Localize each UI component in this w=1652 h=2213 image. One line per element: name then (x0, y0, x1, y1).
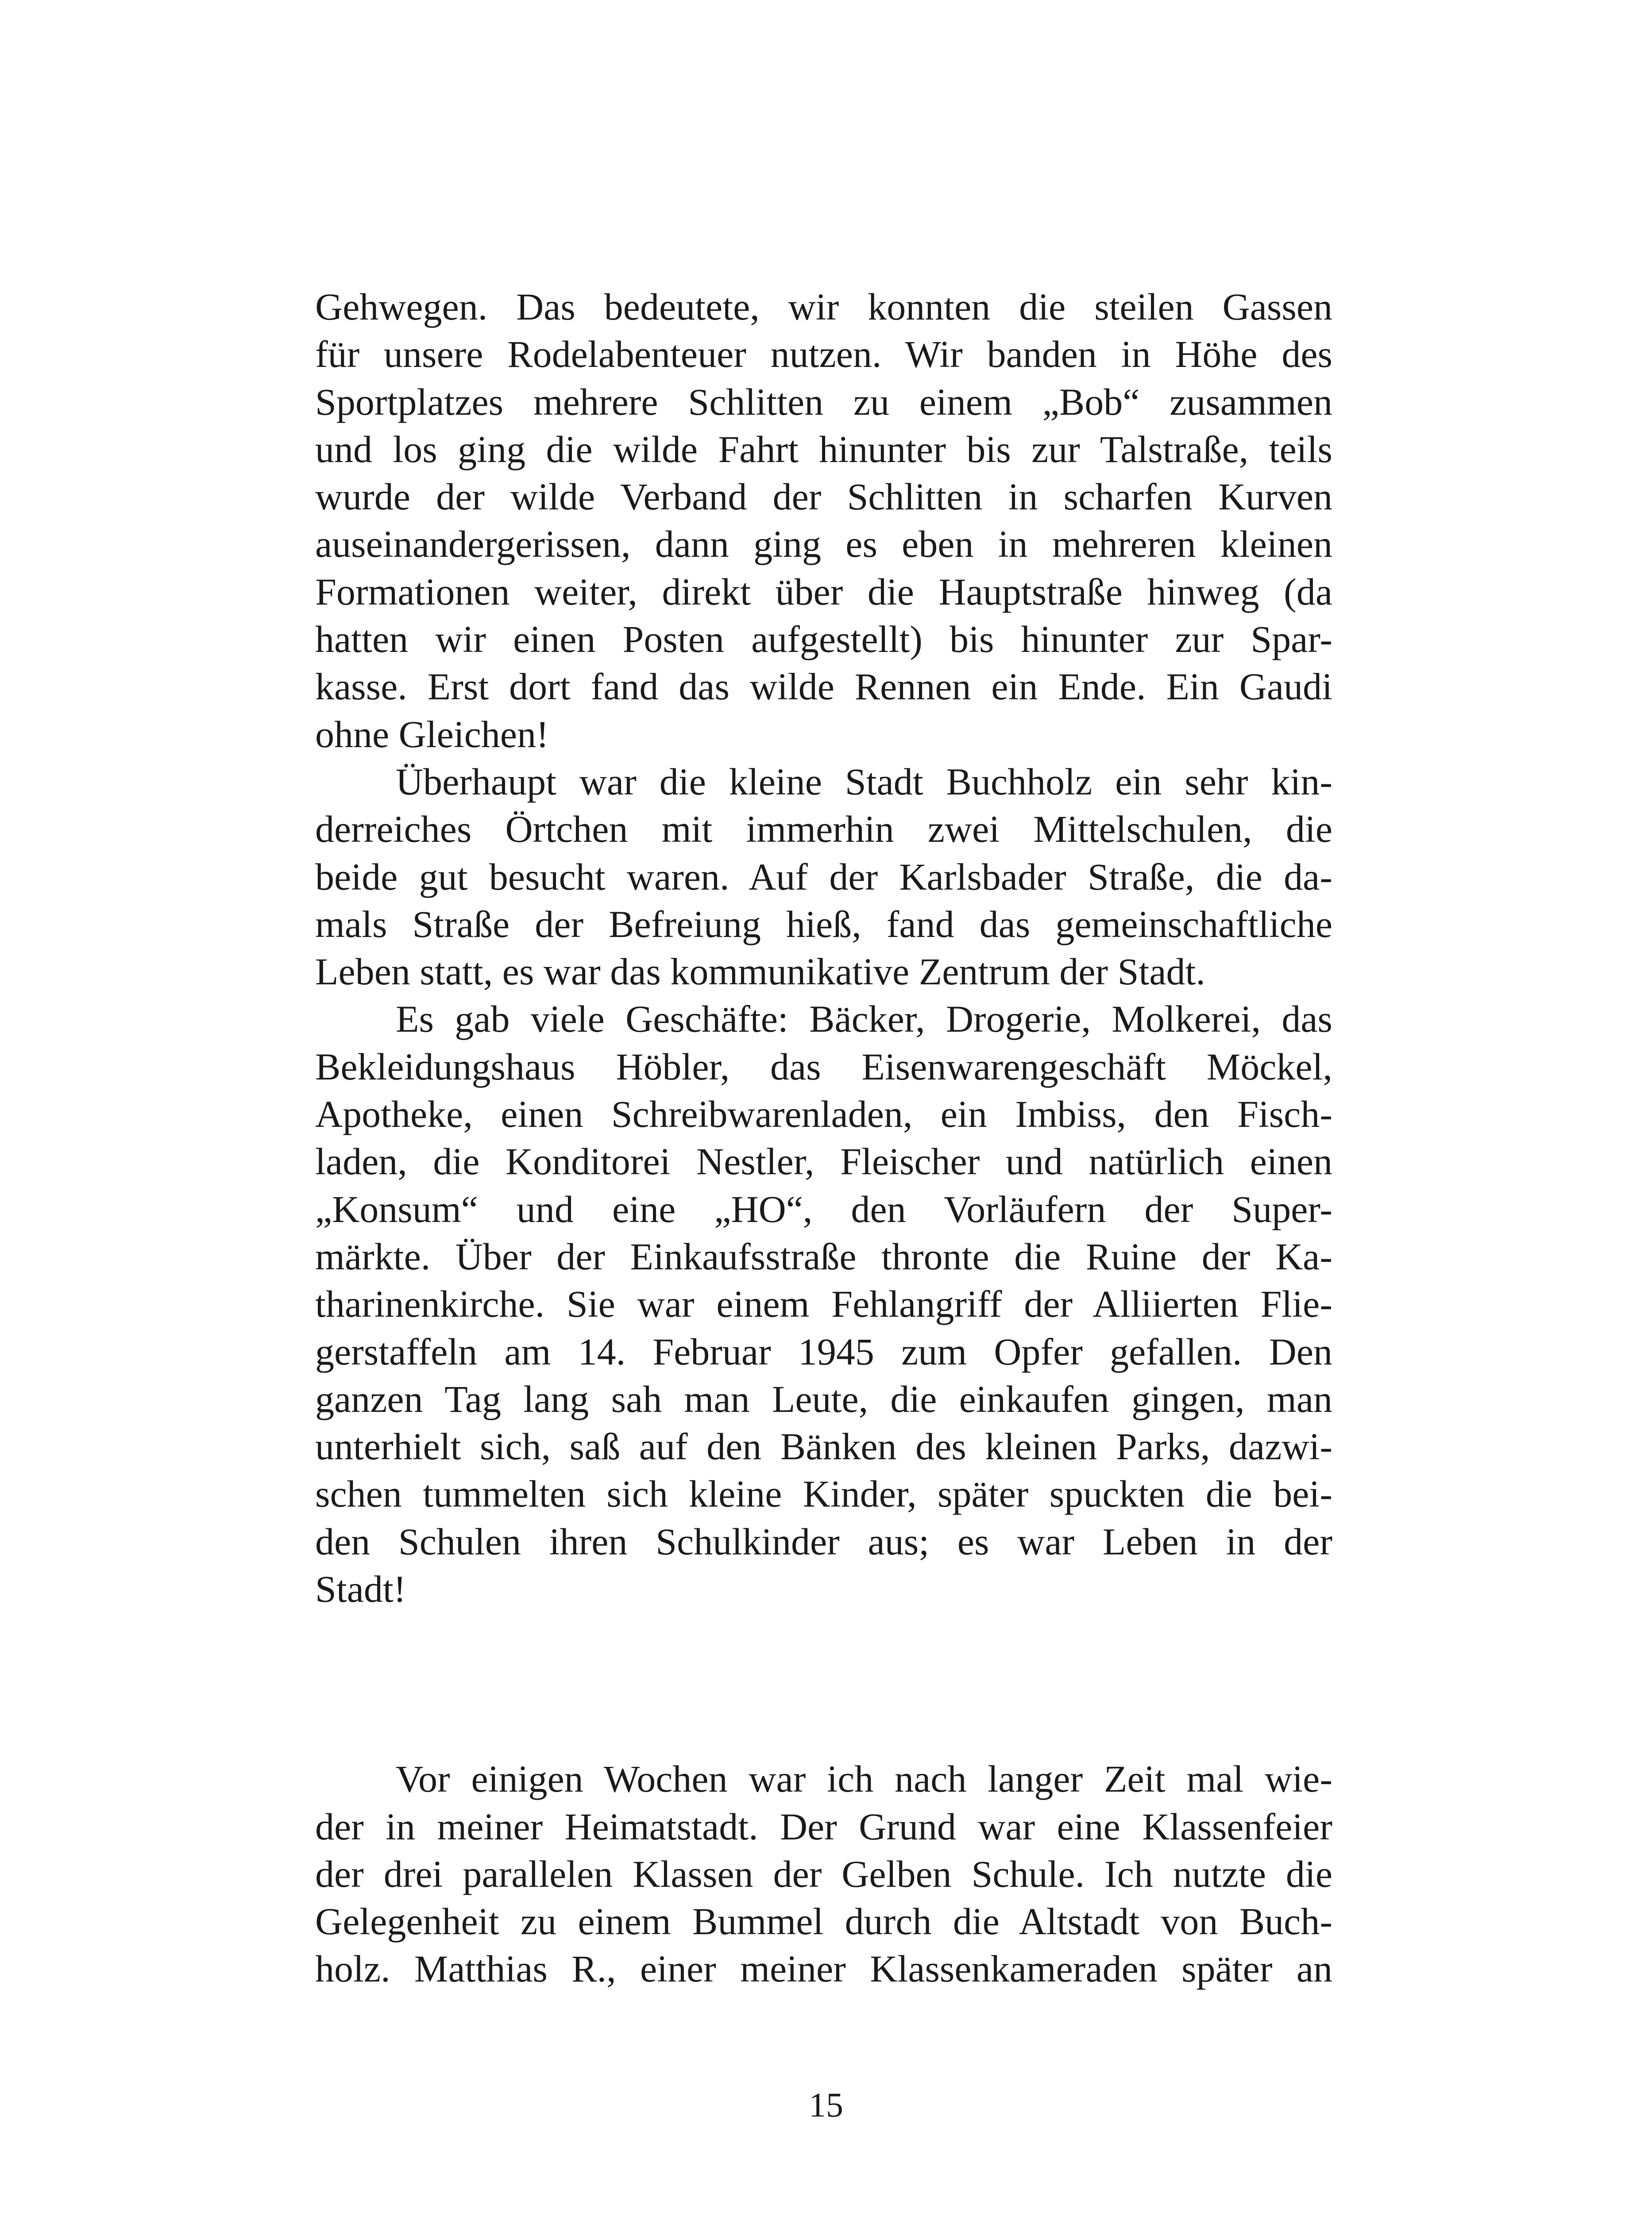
text-line: Gehwegen. Das bedeutete, wir konnten die steilen Gassen (315, 285, 1332, 328)
text-line: ganzen Tag lang sah man Leute, die einkaufen gingen, man (315, 1377, 1332, 1420)
text-line: Gelegenheit zu einem Bummel durch die Altstadt von Buch- (315, 1900, 1332, 1943)
text-line: unterhielt sich, saß auf den Bänken des kleinen Parks, dazwi- (315, 1425, 1332, 1468)
text-line: Bekleidungshaus Höbler, das Eisenwarengeschäft Möckel, (315, 1045, 1332, 1088)
text-line: für unsere Rodelabenteuer nutzen. Wir banden in Höhe des (315, 333, 1332, 376)
text-line: Es gab viele Geschäfte: Bäcker, Drogerie, Molkerei, das (396, 998, 1332, 1041)
text-line: ohne Gleichen! (315, 713, 549, 756)
text-line: laden, die Konditorei Nestler, Fleischer und natürlich einen (315, 1140, 1332, 1183)
text-line: den Schulen ihren Schulkinder aus; es war Leben in der (315, 1520, 1332, 1563)
text-line: kasse. Erst dort fand das wilde Rennen ein Ende. Ein Gaudi (315, 665, 1332, 708)
text-line: der drei parallelen Klassen der Gelben Schule. Ich nutzte die (315, 1852, 1332, 1895)
text-line: holz. Matthias R., einer meiner Klassenkameraden später an (315, 1947, 1332, 1990)
text-line: auseinandergerissen, dann ging es eben in mehreren kleinen (315, 523, 1332, 566)
text-line: Formationen weiter, direkt über die Hauptstraße hinweg (da (315, 570, 1332, 613)
text-line: „Konsum“ und eine „HO“, den Vorläufern der Super- (315, 1187, 1332, 1230)
body-text (315, 283, 1332, 1993)
text-line: beide gut besucht waren. Auf der Karlsbader Straße, die da- (315, 855, 1332, 898)
text-line: und los ging die wilde Fahrt hinunter bis zur Talstraße, teils (315, 428, 1332, 470)
paragraph (315, 283, 1332, 758)
text-line: gerstaffeln am 14. Februar 1945 zum Opfer gefallen. Den (315, 1330, 1332, 1373)
text-line: Apotheke, einen Schreibwarenladen, ein Imbiss, den Fisch- (315, 1093, 1332, 1136)
text-line: mals Straße der Befreiung hieß, fand das gemeinschaftliche (315, 902, 1332, 945)
text-line: derreiches Örtchen mit immerhin zwei Mittelschulen, die (315, 808, 1332, 851)
text-line: wurde der wilde Verband der Schlitten in scharfen Kurven (315, 475, 1332, 518)
text-line: tharinenkirche. Sie war einem Fehlangriff der Alliierten Flie- (315, 1283, 1332, 1326)
page-number: 15 (809, 2085, 843, 2124)
paragraph (315, 758, 1332, 995)
paragraph (315, 1755, 1332, 1993)
text-line: der in meiner Heimatstadt. Der Grund war eine Klassenfeier (315, 1805, 1332, 1848)
text-line: Vor einigen Wochen war ich nach langer Zeit mal wie- (396, 1758, 1332, 1800)
text-line: hatten wir einen Posten aufgestellt) bis hinunter zur Spar- (315, 618, 1332, 661)
text-line: märkte. Über der Einkaufsstraße thronte die Ruine der Ka- (315, 1235, 1332, 1278)
section-break (315, 1613, 1332, 1755)
text-line: Stadt! (315, 1568, 406, 1611)
text-line: schen tummelten sich kleine Kinder, später spuckten die bei- (315, 1473, 1332, 1515)
text-line: Sportplatzes mehrere Schlitten zu einem „Bob“ zusammen (315, 380, 1332, 423)
paragraph (315, 995, 1332, 1613)
text-line: Überhaupt war die kleine Stadt Buchholz ein sehr kin- (396, 760, 1332, 803)
text-line: Leben statt, es war das kommunikative Zentrum der Stadt. (315, 950, 1205, 993)
